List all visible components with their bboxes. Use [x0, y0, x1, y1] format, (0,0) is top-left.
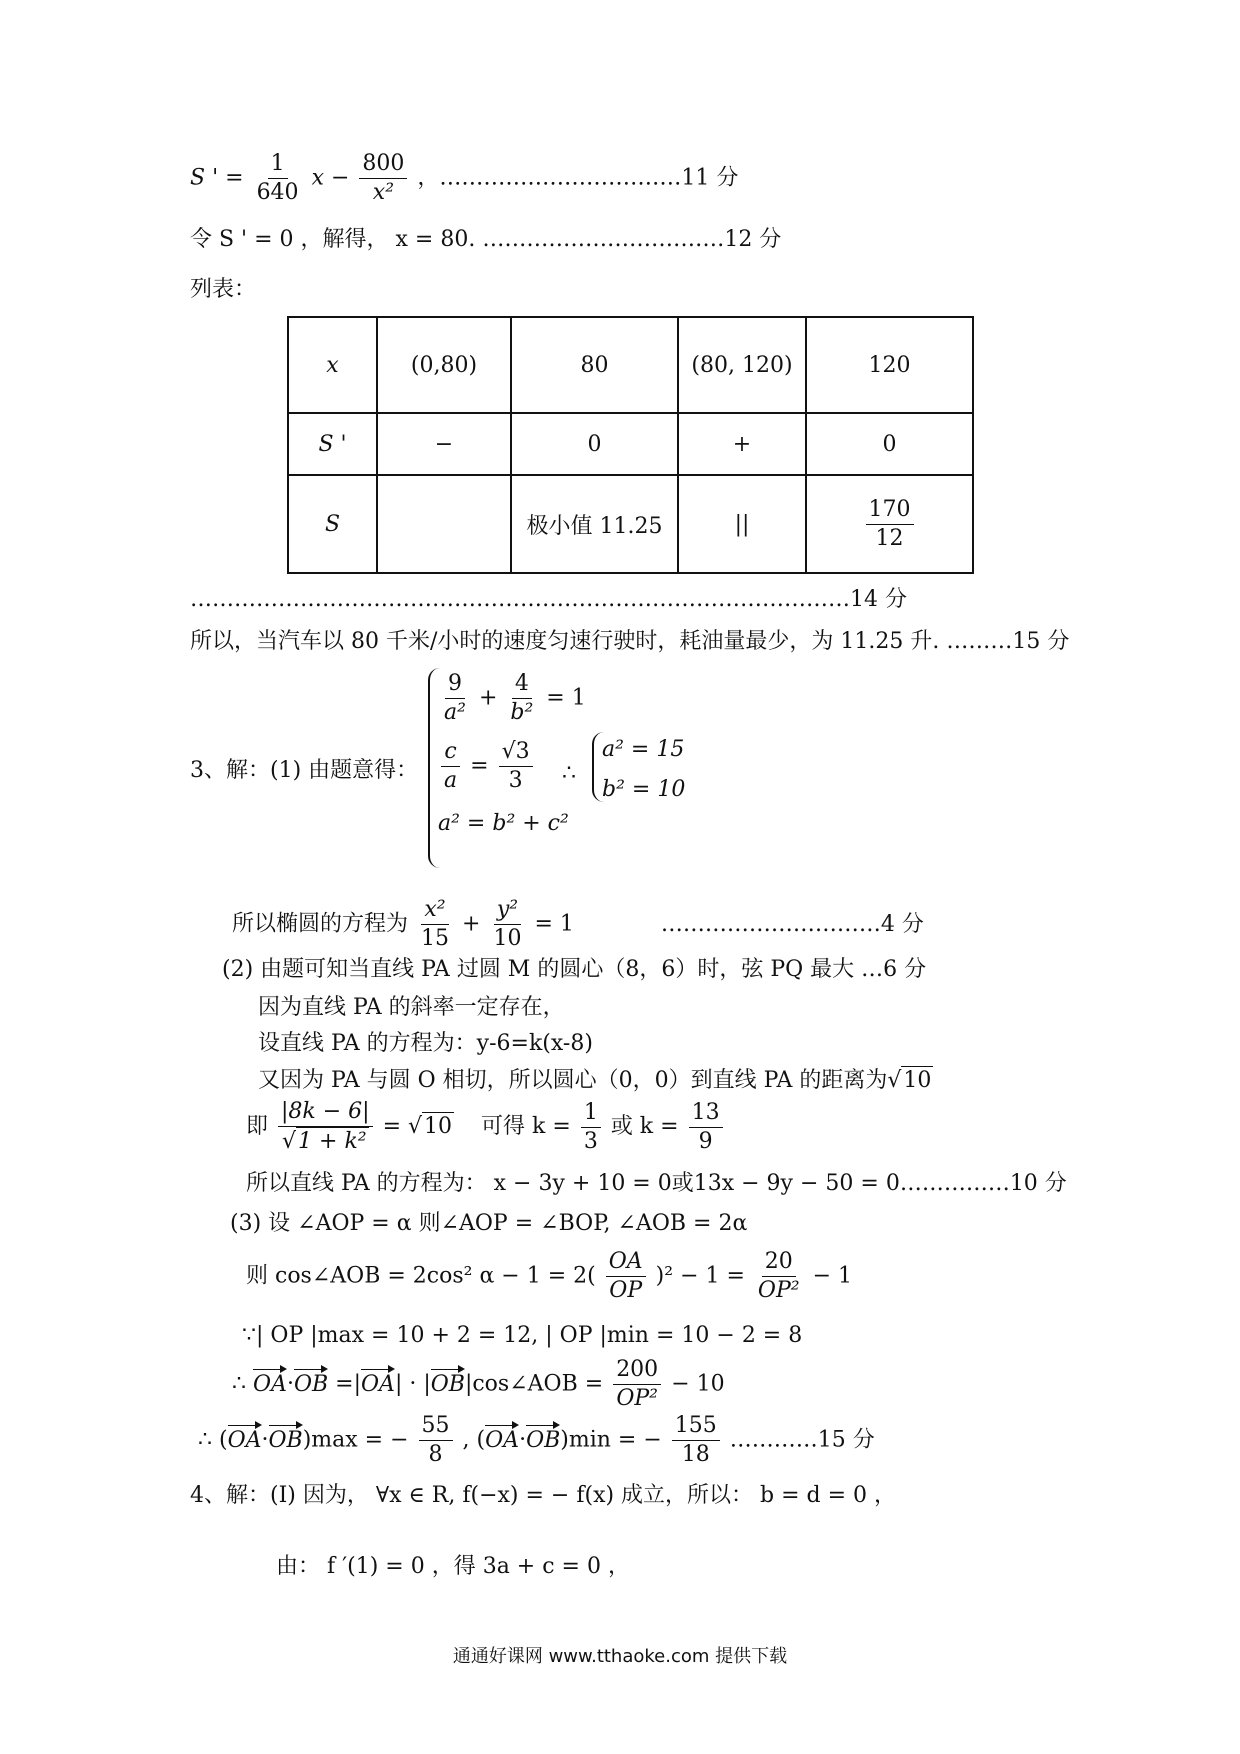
q4-derivative: 由： f ′(1) = 0 ，得 3a + c = 0 ，: [276, 1554, 630, 1579]
therefore-symbol: ∴: [562, 761, 576, 786]
tangent-line: 又因为 PA 与圆 O 相切，所以圆心（0，0）到直线 PA 的距离为√10: [258, 1068, 932, 1093]
fraction: $\frac{1}{640}$: [256, 151, 299, 205]
system-eq-2: $\frac{c}{a}$ = $\frac{√3}{3}$: [438, 738, 536, 795]
fraction: $\frac{170}{12}$: [866, 496, 914, 553]
slope-line: 因为直线 PA 的斜率一定存在，: [258, 995, 565, 1020]
part3-line: (3) 设 ∠AOP = α 则∠AOP = ∠BOP, ∠AOB = 2α: [230, 1211, 748, 1236]
line-result: 所以直线 PA 的方程为： x − 3y + 10 = 0或13x − 9y − 50 = 0……………10 分: [246, 1171, 1067, 1196]
result-a: a² = 15: [602, 737, 685, 762]
dot-product-eq: ∴ OA·OB =|OA| · |OB|cos∠AOB = $\frac{200}{\text{OP²}}$ − 10: [232, 1357, 725, 1411]
score-line-14: ………………………………………………………………………………14 分: [190, 587, 907, 612]
q4-line: 4、解：(I) 因为， ∀x ∈ R, f(−x) = − f(x) 成立，所以： b = d = 0 ，: [190, 1483, 897, 1508]
line-eq: 设直线 PA 的方程为：y-6=k(x-8): [258, 1031, 593, 1056]
list-label: 列表：: [190, 277, 257, 302]
sign-table: x (0,80) 80 (80, 120) 120 S ' − 0 + 0 S 极小值 11.25 || $\frac{170}{12}$: [287, 316, 974, 574]
ellipse-equation: 所以椭圆的方程为 $\frac{\text{x²}}{15}$ + $\frac{\text{y²}}{10}$ = 1 …………………………4 分: [232, 897, 924, 951]
derivative-line: S ' = $\frac{1}{640}$ x − $\frac{800}{\text{x²}}$ ，……………………………11 分: [190, 151, 739, 205]
system-eq-3: a² = b² + c²: [438, 811, 569, 836]
dot-product-range: ∴ (OA·OB)max = − $\frac{55}{8}$ , (OA·OB)min = − $\frac{155}{18}$ …………15 分: [198, 1413, 875, 1467]
op-range: ∵| OP |max = 10 + 2 = 12, | OP |min = 10 − 2 = 8: [242, 1323, 803, 1348]
solve-line: 令 S ' = 0 ，解得， x = 80. ……………………………12 分: [190, 227, 782, 252]
q3-label: 3、解：(1) 由题意得：: [190, 758, 419, 783]
result-b: b² = 10: [602, 777, 686, 802]
footer: 通通好课网 www.tthaoke.com 提供下载: [452, 1646, 788, 1667]
system-eq-1: $\frac{9}{\text{a²}}$ + $\frac{4}{\text{b²}}$ = 1: [444, 671, 586, 725]
cos-eq: 则 cos∠AOB = 2cos² α − 1 = 2( $\frac{OA}{OP}$ )² − 1 = $\frac{20}{\text{OP²}}$ − 1: [246, 1249, 853, 1303]
distance-eq: 即 $\frac{|8k - 6|}{\text{√1 + k²}}$ = √10 可得 k = $\frac{1}{3}$ 或 k = $\frac{13}{9}$: [246, 1098, 726, 1156]
conclusion-line: 所以，当汽车以 80 千米/小时的速度匀速行驶时，耗油量最少，为 11.25 升. ………15 分: [190, 629, 1070, 654]
part2-line: (2) 由题可知当直线 PA 过圆 M 的圆心（8，6）时，弦 PQ 最大 …6 分: [222, 957, 927, 982]
fraction: $\frac{800}{\text{x²}}$: [359, 150, 407, 207]
